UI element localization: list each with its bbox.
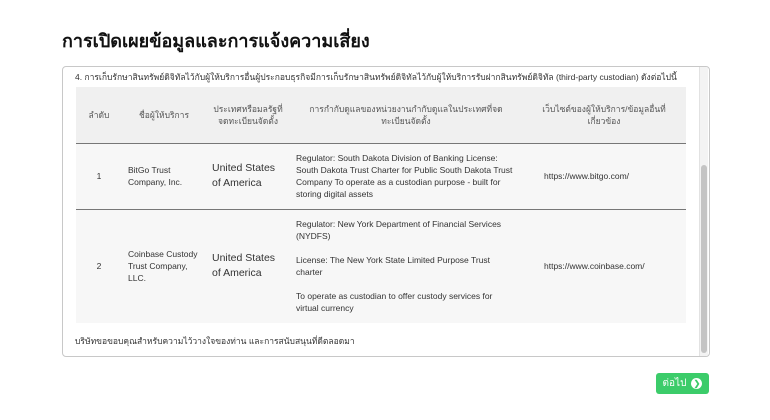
header-no: ลำดับ: [88, 109, 110, 120]
scrollbar-thumb[interactable]: [701, 165, 707, 353]
chevron-right-circle-icon: ❯: [691, 378, 702, 389]
scrollbar[interactable]: [699, 67, 708, 356]
custodian-table: [76, 87, 686, 323]
cell-website: https://www.bitgo.com/: [544, 171, 630, 181]
table-header-row: [76, 87, 686, 143]
header-website: เว็บไซต์ของผู้ให้บริการ/ข้อมูลอื่นที่เกี่ยวข้อง: [542, 103, 666, 126]
table-row: [76, 143, 686, 209]
cell-country: United States of America: [212, 252, 276, 280]
page-title: การเปิดเผยข้อมูลและการแจ้งความเสี่ยง: [62, 31, 370, 51]
disclosure-scroll-panel[interactable]: [62, 66, 710, 357]
cell-regulation: Regulator: South Dakota Division of Banking License: South Dakota Trust Charter for Public South Dakota Trust Company To operate as a custodian purpose - built for storing digital assets: [296, 153, 513, 199]
header-provider: ชื่อผู้ให้บริการ: [138, 109, 190, 120]
cell-country: United States of America: [212, 162, 276, 189]
custodian-intro-text: 4. การเก็บรักษาสินทรัพย์ดิจิทัลไว้กับผู้ให้บริการอื่นผู้ประกอบธุรกิจมีการเก็บรักษาสินทรัพย์ดิจิทัลไว้กับผู้ให้บริการรับฝากสินทรัพย์ดิจิทัล (third-party custodian) ดังต่อไปนี้: [75, 72, 677, 82]
next-label: ต่อไป: [662, 378, 687, 389]
thank-you-text: บริษัทขอขอบคุณสำหรับความไว้วางใจของท่าน และการสนับสนุนที่ดีตลอดมา: [75, 336, 355, 346]
cell-website: https://www.coinbase.com/: [544, 261, 645, 272]
regulation-line: Regulator: New York Department of Financial Services (NYDFS): [296, 219, 502, 242]
regulation-line: To operate as custodian to offer custody services for virtual currency: [296, 291, 493, 314]
cell-provider: BitGo Trust Company, Inc.: [128, 165, 183, 187]
next-button[interactable]: [656, 373, 709, 394]
table-row: [76, 209, 686, 323]
header-country: ประเทศหรือมลรัฐที่จดทะเบียนจัดตั้ง: [213, 103, 283, 126]
cell-no: 1: [96, 171, 102, 181]
cell-provider: Coinbase Custody Trust Company, LLC.: [128, 249, 198, 284]
cell-regulation: [290, 209, 522, 323]
cell-no: 2: [96, 261, 102, 272]
regulation-line: License: The New York State Limited Purpose Trust charter: [296, 255, 491, 278]
header-regulation: การกำกับดูแลของหน่วยงานกำกับดูแลในประเทศที่จดทะเบียนจัดตั้ง: [309, 103, 503, 126]
